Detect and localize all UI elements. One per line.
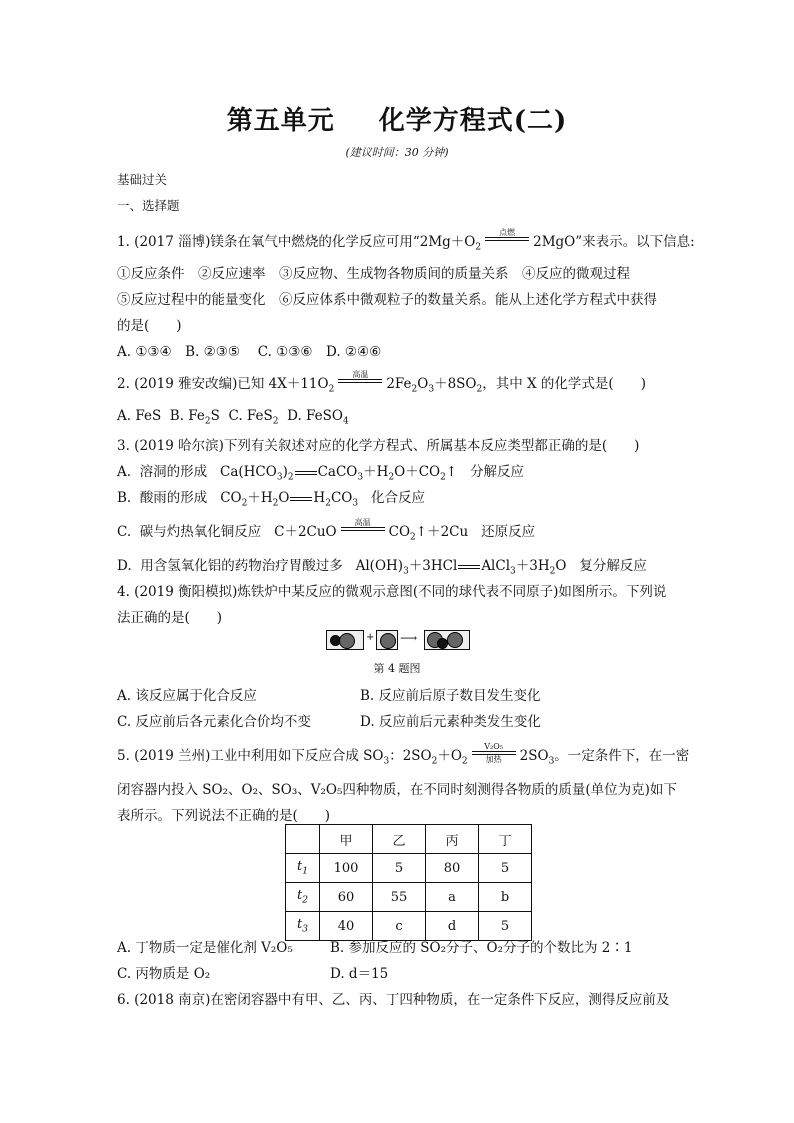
q1-line2: ①反应条件 ②反应速率 ③反应物、生成物各物质间的质量关系 ④反应的微观过程 [117,266,630,282]
reaction-arrow: 高温 [338,370,382,392]
table-row: $t_3$ 40 c d 5 [286,912,532,941]
q4-option-c: C. 反应前后各元素化合价均不变 [117,714,311,730]
figure-caption: 第 4 题图 [373,662,421,675]
q1-options: A. ①③④ B. ②③⑤ C. ①③⑥ D. ②④⑥ [117,344,382,360]
q4-option-d: D. 反应前后元素种类发生变化 [360,714,541,730]
q5-option-a: A. 丁物质一定是催化剂 V₂O₅ [117,940,293,956]
section-subheading: 一、选择题 [117,198,180,213]
table-row: $t_2$ 60 55 a b [286,883,532,912]
q3-option-b: B. 酸雨的形成 $CO_2+H_2O$ $H_2CO_3$ 化合反应 [117,490,425,509]
table-row: $t_1$ 100 5 80 5 [286,854,532,883]
mass-table [285,824,532,941]
q4-stem-cont: 法正确的是( ) [117,610,223,626]
reactant-box-2 [376,630,398,650]
q5-option-d: D. d＝15 [330,966,389,982]
q5-line3: 表所示。下列说法不正确的是( ) [117,808,331,824]
q5-stem: 5. (2019 兰州)工业中利用如下反应合成 $SO_3$：$2SO_2+O_2$ V₂O₅ 加热 $2SO_3$。一定条件下，在一密 [117,741,690,767]
q4-option-a: A. 该反应属于化合反应 [117,688,257,704]
q3-stem: 3. (2019 哈尔滨)下列有关叙述对应的化学方程式、所属基本反应类型都正确的是( ) [117,438,640,454]
q1-line3: ⑤反应过程中的能量变化 ⑥反应体系中微观粒子的数量关系。能从上述化学方程式中获得 [117,292,657,308]
arrow-icon: ⟶ [400,631,418,645]
reaction-arrow: 高温 [341,518,385,540]
q2-stem: 2. (2019 雅安改编)已知 $4X+11O_2$ 高温 $2Fe_2O_3+8SO_2$，其中 X 的化学式是( ) [117,369,646,395]
section-heading: 基础过关 [117,172,168,187]
product-box [424,630,470,650]
q5-option-b: B. 参加反应的 SO₂分子、O₂分子的个数比为 2∶1 [330,940,633,956]
q1-stem: 1. (2017 淄博)镁条在氧气中燃烧的化学反应可用“$2Mg+O_2$ 点燃 2MgO”来表示。以下信息: [117,227,695,253]
q5-option-c: C. 丙物质是 O₂ [117,966,211,982]
table-header-row: 甲 乙 丙 丁 [286,825,532,854]
unit-label: 第五单元 [226,106,335,136]
q4-option-b: B. 反应前后原子数目发生变化 [360,688,541,704]
q1-line4: 的是( ) [117,318,182,334]
q2-options: A. FeS B. $Fe_2S$ C. FeS$_2$ D. FeSO$_4$ [117,408,349,427]
reaction-arrow: 点燃 [485,228,529,250]
plus-sign: + [366,632,375,643]
q4-stem: 4. (2019 衡阳模拟)炼铁炉中某反应的微观示意图(不同的球代表不同原子)如图所示。下列说 [117,584,667,600]
q3-option-d: D. 用含氢氧化铝的药物治疗胃酸过多 $Al(OH)_3+3HCl$ $AlCl_3+3H_2O$ 复分解反应 [117,558,647,577]
q3-option-a: A. 溶洞的形成 $Ca(HCO_3)_2$ $CaCO_3+H_2O+CO_2↑$ 分解反应 [117,464,525,483]
q3-option-c: C. 碳与灼热氧化铜反应 C＋2CuO 高温 $CO_2↑+2Cu$ 还原反应 [117,517,536,543]
reaction-arrow: V₂O₅ 加热 [472,742,516,764]
unit-topic: 化学方程式(二) [378,106,568,136]
reactant-box-1 [326,630,364,650]
page-title [0,100,794,137]
time-hint: (建议时间：30 分钟) [345,146,449,159]
q6-stem: 6. (2018 南京)在密闭容器中有甲、乙、丙、丁四种物质，在一定条件下反应，测得反应前及 [117,992,670,1008]
q5-line2: 闭容器内投入 SO₂、O₂、SO₃、V₂O₅四种物质，在不同时刻测得各物质的质量(单位为克)如下 [117,782,677,798]
